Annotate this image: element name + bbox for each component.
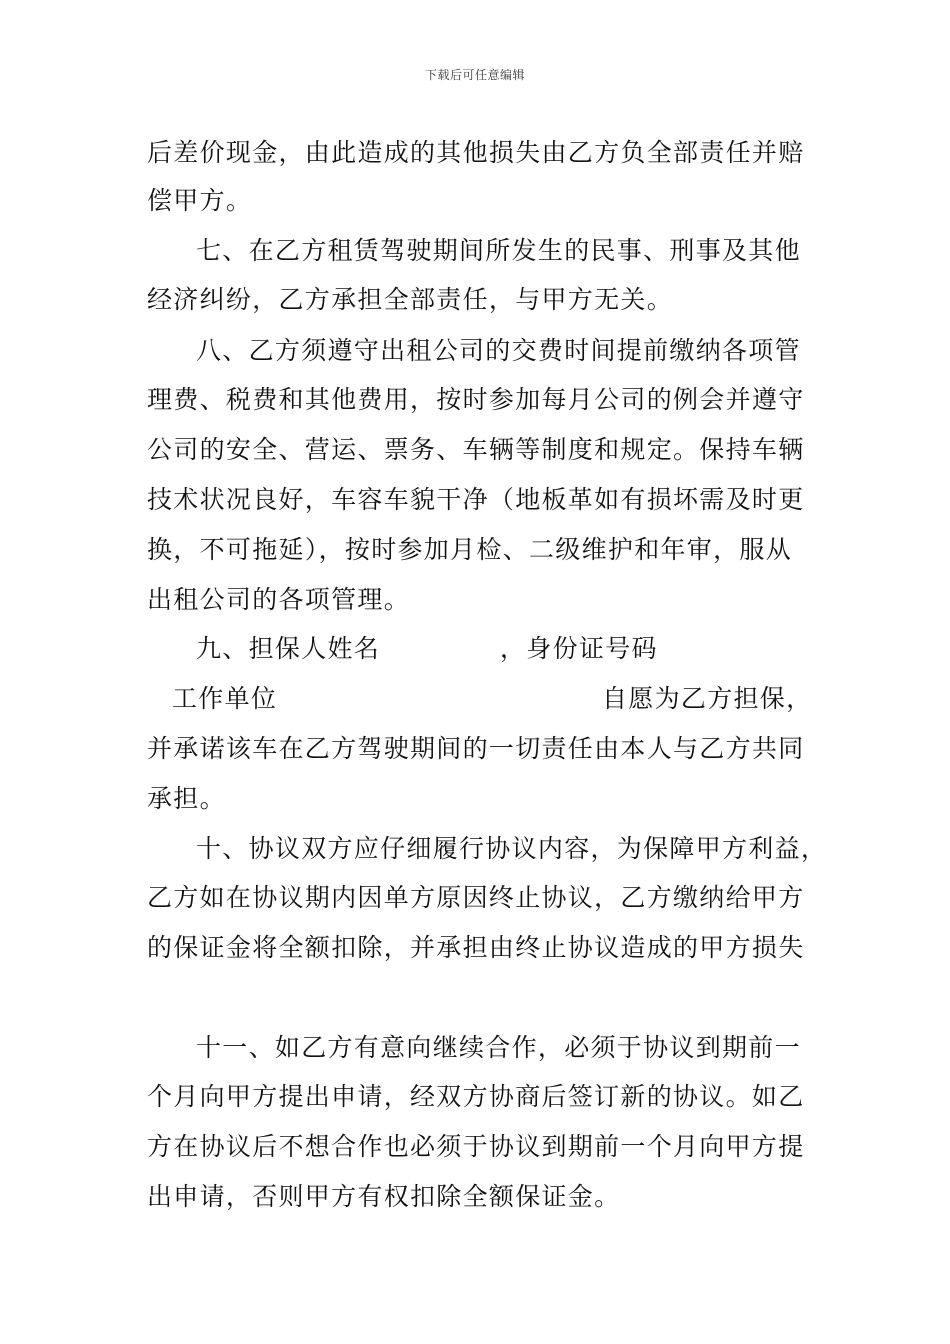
text-line: 承担。 [147,784,226,813]
id-number-label: ，身份证号码 [500,634,658,663]
text-line: 个月向甲方提出申请，经双方协商后签订新的协议。如乙 [147,1082,805,1111]
text-line: 出租公司的各项管理。 [147,585,411,614]
work-unit-label: 工作单位 [172,684,278,713]
text-line: 理费、税费和其他费用，按时参加每月公司的例会并遵守 [147,385,805,414]
text-line: 技术状况良好，车容车貌干净（地板革如有损坏需及时更 [147,485,805,514]
text-line: 偿甲方。 [147,186,253,215]
clause-8-line: 八、乙方须遵守出租公司的交费时间提前缴纳各项管 [196,336,801,365]
clause-10-line: 十、协议双方应仔细履行协议内容，为保障甲方利益， [196,834,828,863]
text-line: 乙方如在协议期内因单方原因终止协议，乙方缴纳给甲方 [147,883,805,912]
text-line: 的保证金将全额扣除，并承担由终止协议造成的甲方损失 [147,933,805,962]
page-header: 下载后可任意编辑 [424,68,525,82]
text-line: 后差价现金，由此造成的其他损失由乙方负全部责任并赔 [147,138,805,167]
text-line: 公司的安全、营运、票务、车辆等制度和规定。保持车辆 [147,435,805,464]
guarantor-name-label: 九、担保人姓名 [196,634,381,663]
text-line: 出申请，否则甲方有权扣除全额保证金。 [147,1182,621,1211]
text-line: 方在协议后不想合作也必须于协议到期前一个月向甲方提 [147,1132,805,1161]
text-line: 并承诺该车在乙方驾驶期间的一切责任由本人与乙方共同 [147,734,805,763]
clause-11-line: 十一、如乙方有意向继续合作，必须于协议到期前一 [196,1033,801,1062]
text-line: 换，不可拖延），按时参加月检、二级维护和年审，服从 [147,535,793,564]
text-line: 经济纠纷，乙方承担全部责任，与甲方无关。 [147,285,674,314]
text-line: 自愿为乙方担保， [602,684,813,713]
clause-7-line: 七、在乙方租赁驾驶期间所发生的民事、刑事及其他 [196,236,801,265]
